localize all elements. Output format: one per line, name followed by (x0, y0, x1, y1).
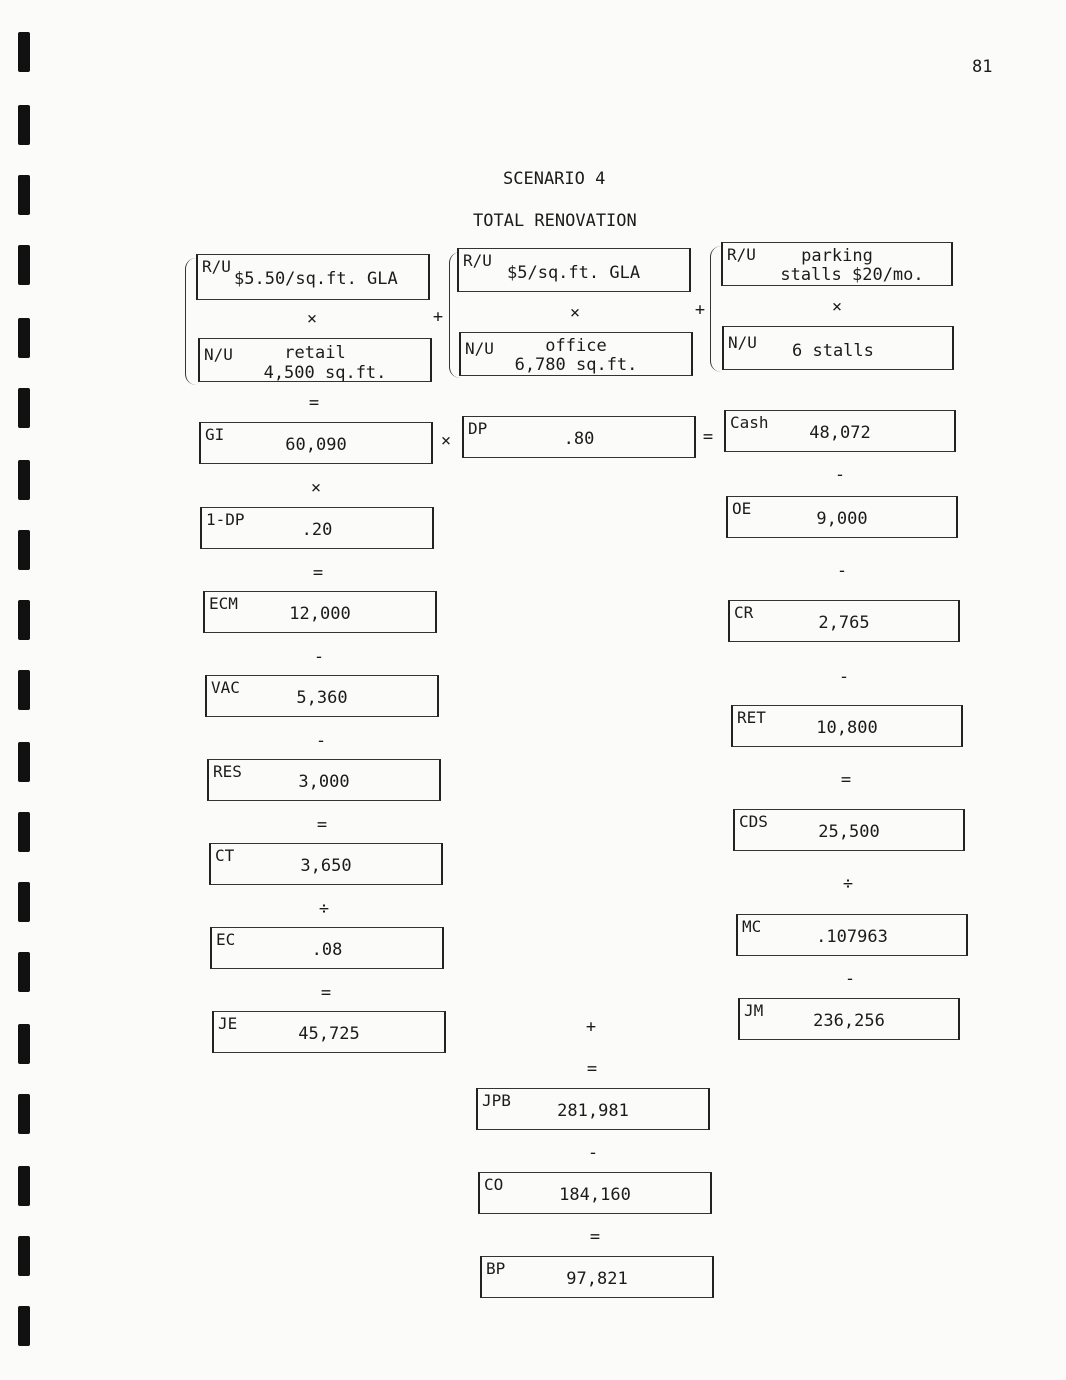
office-ru-label: R/U (463, 251, 492, 270)
eq-dp-cash: = (702, 427, 714, 447)
minus-mc-jm: - (844, 969, 856, 989)
cash-value: 48,072 (809, 423, 871, 443)
parking-ru-line2: stalls $20/mo. (780, 265, 924, 285)
ret-value: 10,800 (816, 718, 878, 738)
one-dp-box (200, 507, 434, 549)
minus-cr-ret: - (838, 667, 850, 687)
one-dp-value: .20 (301, 520, 333, 540)
dp-label: DP (468, 419, 488, 438)
jm-value: 236,256 (813, 1011, 885, 1031)
retail-nu-box (198, 338, 432, 382)
eq-1dp-ecm: = (312, 563, 324, 583)
parking-group-bracket (710, 246, 721, 372)
mc-box (736, 914, 968, 956)
office-nu-label: N/U (465, 339, 494, 358)
mc-label: MC (742, 917, 762, 936)
res-box (207, 759, 441, 801)
je-box (212, 1011, 446, 1053)
minus-oe-cr: - (836, 561, 848, 581)
bp-box (480, 1256, 714, 1298)
cash-label: Cash (730, 413, 769, 432)
co-value: 184,160 (559, 1185, 631, 1205)
page-number: 81 (972, 57, 993, 77)
office-ru-box (457, 248, 691, 292)
co-label: CO (484, 1175, 504, 1194)
plus-office-parking: + (694, 300, 706, 320)
jm-label: JM (744, 1001, 764, 1020)
retail-ru-value: $5.50/sq.ft. GLA (234, 269, 398, 289)
retail-ru-label: R/U (202, 257, 231, 276)
eq-co-bp: = (589, 1227, 601, 1247)
eq-res-ct: = (316, 815, 328, 835)
times-gi-dp: × (440, 431, 452, 451)
ec-label: EC (216, 930, 236, 949)
jpb-label: JPB (482, 1091, 511, 1110)
plus-je-jm: + (585, 1017, 597, 1037)
jpb-box (476, 1088, 710, 1130)
bp-value: 97,821 (566, 1269, 628, 1289)
cr-label: CR (734, 603, 754, 622)
je-value: 45,725 (298, 1024, 360, 1044)
oe-box (726, 496, 958, 538)
cr-value: 2,765 (818, 613, 870, 633)
parking-nu-box (722, 326, 954, 370)
times-gi-1dp: × (310, 478, 322, 498)
ct-box (209, 843, 443, 885)
cds-box (733, 809, 965, 851)
oe-value: 9,000 (816, 509, 868, 529)
eq-to-jpb: = (586, 1059, 598, 1079)
parking-nu-label: N/U (728, 333, 757, 352)
retail-nu-line1: retail (284, 343, 346, 363)
parking-times: × (831, 297, 843, 317)
dp-box (462, 416, 696, 458)
ret-box (731, 705, 963, 747)
vac-label: VAC (211, 678, 240, 697)
ret-label: RET (737, 708, 766, 727)
res-label: RES (213, 762, 242, 781)
cds-label: CDS (739, 812, 768, 831)
ecm-value: 12,000 (289, 604, 351, 624)
dp-value: .80 (563, 429, 595, 449)
office-ru-value: $5/sq.ft. GLA (507, 263, 641, 283)
eq-ec-je: = (320, 983, 332, 1003)
retail-times: × (306, 309, 318, 329)
minus-jpb-co: - (587, 1143, 599, 1163)
ecm-label: ECM (209, 594, 238, 613)
office-nu-line2: 6,780 sq.ft. (514, 355, 638, 375)
minus-cash-oe: - (834, 465, 846, 485)
jpb-value: 281,981 (557, 1101, 629, 1121)
gi-value: 60,090 (285, 435, 347, 455)
mc-value: .107963 (816, 927, 888, 947)
ct-value: 3,650 (300, 856, 352, 876)
ecm-box (203, 591, 437, 633)
retail-group-bracket (185, 258, 196, 385)
vac-box (205, 675, 439, 717)
retail-nu-line2: 4,500 sq.ft. (263, 363, 387, 383)
minus-ecm-vac: - (313, 647, 325, 667)
parking-nu-value: 6 stalls (792, 341, 874, 361)
one-dp-label: 1-DP (206, 510, 245, 529)
div-ct-ec: ÷ (318, 899, 330, 919)
div-cds-mc: ÷ (842, 874, 854, 894)
eq-ret-cds: = (840, 770, 852, 790)
ec-box (210, 927, 444, 969)
retail-nu-label: N/U (204, 345, 233, 364)
scenario-heading: SCENARIO 4 (503, 169, 606, 189)
retail-ru-box (196, 254, 430, 300)
cds-value: 25,500 (818, 822, 880, 842)
plus-retail-office: + (432, 307, 444, 327)
vac-value: 5,360 (296, 688, 348, 708)
jm-box (738, 998, 960, 1040)
cr-box (728, 600, 960, 642)
oe-label: OE (732, 499, 752, 518)
office-nu-box (459, 332, 693, 376)
ct-label: CT (215, 846, 235, 865)
je-label: JE (218, 1014, 238, 1033)
parking-ru-label: R/U (727, 245, 756, 264)
res-value: 3,000 (298, 772, 350, 792)
ec-value: .08 (311, 940, 343, 960)
office-nu-line1: office (545, 336, 607, 356)
cash-box (724, 410, 956, 452)
bp-label: BP (486, 1259, 506, 1278)
scenario-subtitle: TOTAL RENOVATION (473, 211, 637, 231)
eq-to-gi: = (308, 393, 320, 413)
office-times: × (569, 303, 581, 323)
gi-label: GI (205, 425, 225, 444)
minus-vac-res: - (315, 731, 327, 751)
gi-box (199, 422, 433, 464)
parking-ru-box (721, 242, 953, 286)
parking-ru-line1: parking (801, 246, 873, 266)
co-box (478, 1172, 712, 1214)
